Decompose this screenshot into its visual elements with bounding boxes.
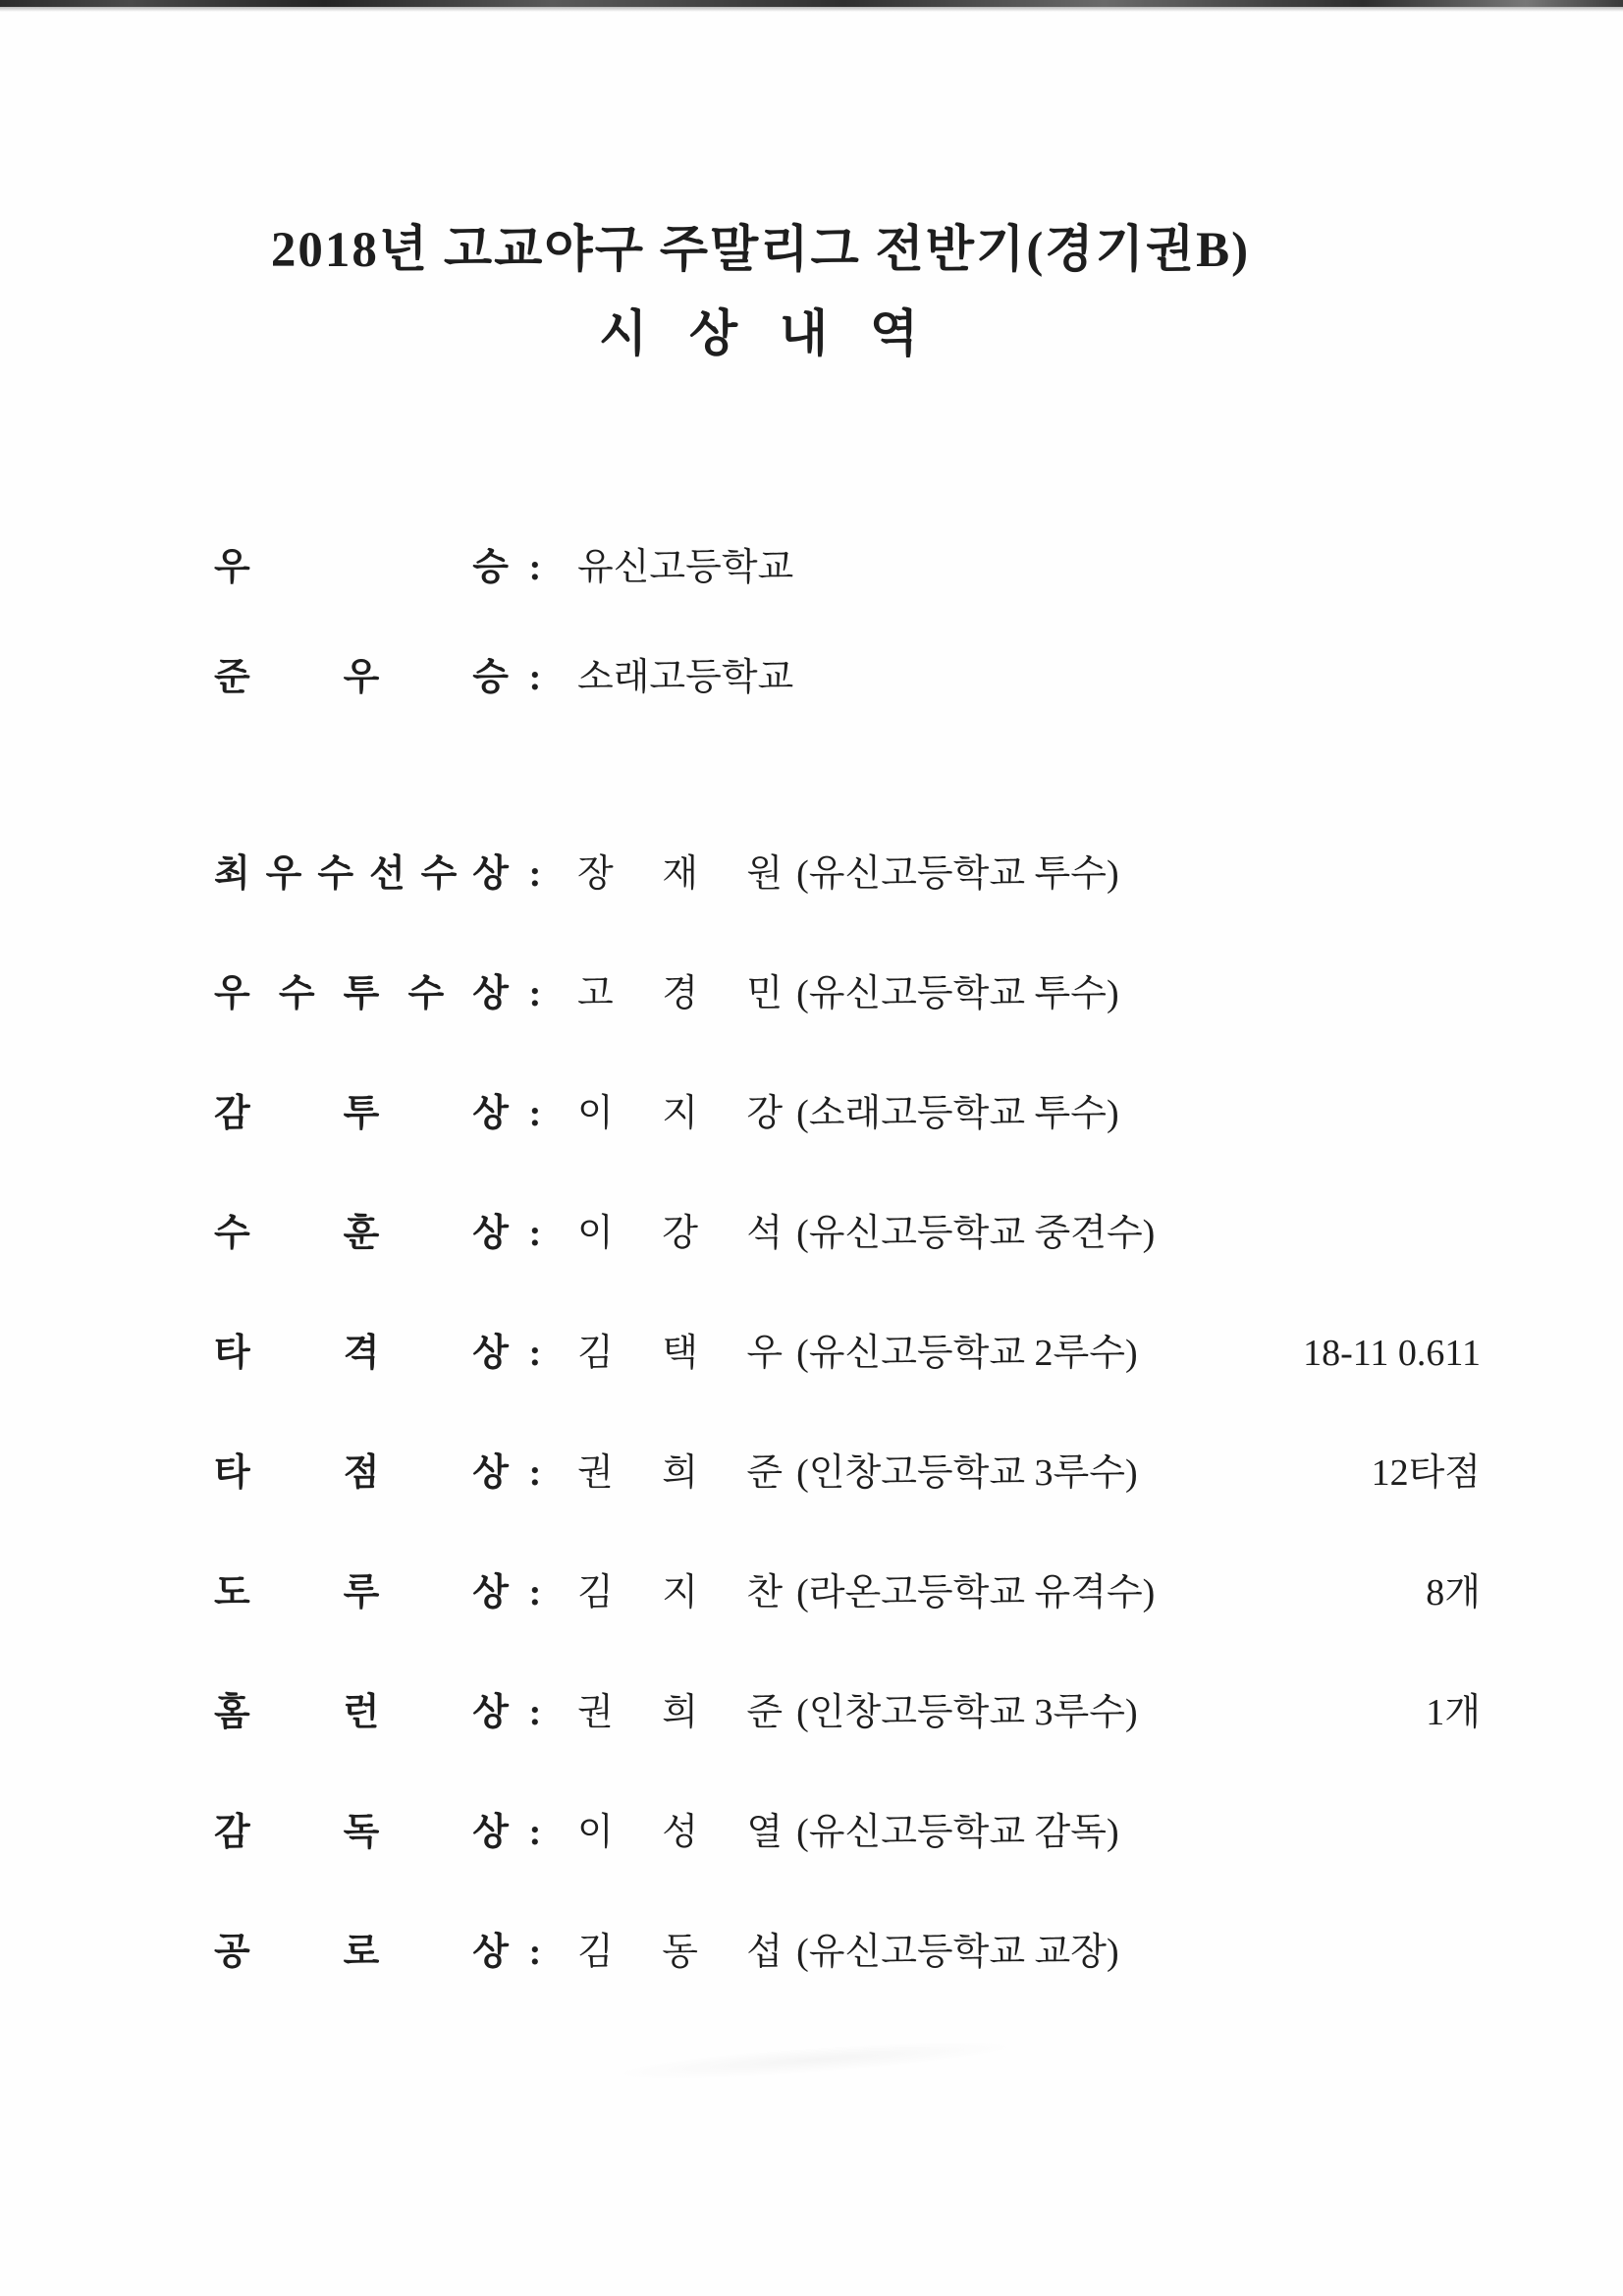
award-label-char: 상 [472, 1572, 509, 1613]
recipient-name: 이 강 석 [577, 1213, 784, 1254]
award-label-char: 타 [214, 1333, 250, 1374]
award-label-char: 홈 [214, 1692, 250, 1733]
award-label [214, 848, 509, 900]
recipient-affiliation: (유신고등학교 2루수) [796, 1333, 1138, 1374]
award-recipient [577, 848, 1119, 900]
winner-school: 소래고등학교 [577, 657, 794, 698]
award-row [214, 848, 1481, 900]
recipient-name: 장 재 원 [577, 853, 784, 895]
award-row [214, 1807, 1481, 1858]
award-label-char: 격 [343, 1333, 380, 1374]
award-label-char: 상 [472, 853, 509, 895]
award-row [214, 1927, 1481, 1978]
award-row [214, 1328, 1481, 1379]
award-label-char: 상 [472, 973, 509, 1014]
award-label-char: 준 [214, 657, 250, 698]
award-row [214, 968, 1481, 1019]
award-recipient [577, 968, 1119, 1019]
colon-separator: : [528, 1692, 542, 1733]
award-label-char: 투 [343, 1093, 380, 1134]
award-label-char: 승 [472, 547, 509, 588]
colon-separator: : [528, 1812, 542, 1853]
recipient-affiliation: (인창고등학교 3루수) [796, 1452, 1138, 1494]
award-label-char: 수 [214, 1213, 250, 1254]
award-stat: 18-11 0.611 [1303, 1333, 1481, 1374]
award-label-char: 런 [343, 1692, 380, 1733]
award-label-char: 타 [214, 1452, 250, 1494]
recipient-name: 김 동 섭 [577, 1932, 784, 1973]
award-label [214, 1088, 509, 1139]
recipient-affiliation: (유신고등학교 투수) [796, 973, 1119, 1014]
award-label-char: 상 [472, 1213, 509, 1254]
award-label-char: 우 [214, 973, 250, 1014]
award-recipient [577, 1807, 1119, 1858]
awards-list [214, 848, 1481, 1978]
recipient-name: 김 택 우 [577, 1333, 784, 1374]
award-stat: 8개 [1426, 1572, 1481, 1613]
title-line-league: 2018년 고교야구 주말리그 전반기(경기권B) [270, 223, 1251, 278]
colon-separator: : [528, 1333, 542, 1374]
result-row [214, 652, 1481, 703]
recipient-affiliation: (유신고등학교 중견수) [796, 1213, 1156, 1254]
award-label-char: 독 [343, 1812, 380, 1853]
award-label [214, 1208, 509, 1259]
award-label-char: 상 [472, 1452, 509, 1494]
title-line-awards: 시 상 내 역 [598, 307, 923, 362]
award-label-char: 우 [265, 853, 302, 895]
colon-separator: : [528, 1093, 542, 1134]
award-label-char: 수 [278, 973, 315, 1014]
scan-artifact-top-fade [0, 7, 1623, 12]
award-label-char: 상 [472, 1333, 509, 1374]
award-stat: 1개 [1426, 1692, 1481, 1733]
award-label-char: 감 [214, 1093, 250, 1134]
award-stat: 12타점 [1371, 1452, 1481, 1494]
recipient-affiliation: (라온고등학교 유격수) [796, 1572, 1156, 1613]
award-recipient [577, 1567, 1155, 1618]
award-recipient [577, 1687, 1138, 1738]
award-label [214, 1448, 509, 1499]
award-label-char: 수 [420, 853, 458, 895]
award-label-char: 점 [343, 1452, 380, 1494]
result-row [214, 542, 1481, 593]
award-label [214, 968, 509, 1019]
award-label-char: 최 [214, 853, 250, 895]
recipient-affiliation: (소래고등학교 투수) [796, 1093, 1119, 1134]
award-label-char: 상 [472, 1932, 509, 1973]
award-label [214, 652, 509, 703]
recipient-affiliation: (유신고등학교 투수) [796, 853, 1119, 895]
recipient-name: 고 경 민 [577, 973, 784, 1014]
winner-school: 유신고등학교 [577, 547, 794, 588]
award-label-char: 로 [343, 1932, 380, 1973]
recipient-name: 권 희 준 [577, 1692, 784, 1733]
recipient-affiliation: (유신고등학교 감독) [796, 1812, 1119, 1853]
award-label [214, 1927, 509, 1978]
colon-separator: : [528, 657, 542, 698]
recipient-name: 이 지 강 [577, 1093, 784, 1134]
award-row [214, 1567, 1481, 1618]
award-recipient [577, 1328, 1138, 1379]
recipient-name: 이 성 열 [577, 1812, 784, 1853]
award-recipient [577, 1208, 1155, 1259]
colon-separator: : [528, 853, 542, 895]
award-row [214, 1687, 1481, 1738]
colon-separator: : [528, 973, 542, 1014]
award-label-char: 감 [214, 1812, 250, 1853]
recipient-name: 김 지 찬 [577, 1572, 784, 1613]
award-label-char: 루 [343, 1572, 380, 1613]
recipient-affiliation: (인창고등학교 3루수) [796, 1692, 1138, 1733]
award-label-char: 우 [343, 657, 380, 698]
award-label-char: 우 [214, 547, 250, 588]
award-recipient [577, 1448, 1138, 1499]
award-label-char: 승 [472, 657, 509, 698]
document-title [0, 208, 1572, 377]
recipient-affiliation: (유신고등학교 교장) [796, 1932, 1119, 1973]
award-label [214, 1328, 509, 1379]
award-label [214, 542, 509, 593]
award-recipient [577, 1088, 1119, 1139]
colon-separator: : [528, 547, 542, 588]
award-label-char: 상 [472, 1812, 509, 1853]
award-row [214, 1448, 1481, 1499]
results-list [214, 542, 1481, 703]
colon-separator: : [528, 1452, 542, 1494]
scan-artifact-top-strip [0, 0, 1623, 7]
award-label-char: 수 [407, 973, 445, 1014]
award-label [214, 1687, 509, 1738]
colon-separator: : [528, 1572, 542, 1613]
award-label [214, 1807, 509, 1858]
award-label-char: 수 [317, 853, 354, 895]
award-row [214, 1088, 1481, 1139]
award-label-char: 공 [214, 1932, 250, 1973]
award-label [214, 1567, 509, 1618]
award-label-char: 선 [368, 853, 406, 895]
document-body [0, 542, 1623, 1978]
colon-separator: : [528, 1213, 542, 1254]
colon-separator: : [528, 1932, 542, 1973]
award-label-char: 상 [472, 1692, 509, 1733]
award-recipient [577, 1927, 1119, 1978]
award-label-char: 상 [472, 1093, 509, 1134]
award-label-char: 훈 [343, 1213, 380, 1254]
recipient-name: 권 희 준 [577, 1452, 784, 1494]
award-label-char: 도 [214, 1572, 250, 1613]
award-label-char: 투 [343, 973, 380, 1014]
scan-artifact-smudge [609, 2033, 1022, 2087]
award-row [214, 1208, 1481, 1259]
